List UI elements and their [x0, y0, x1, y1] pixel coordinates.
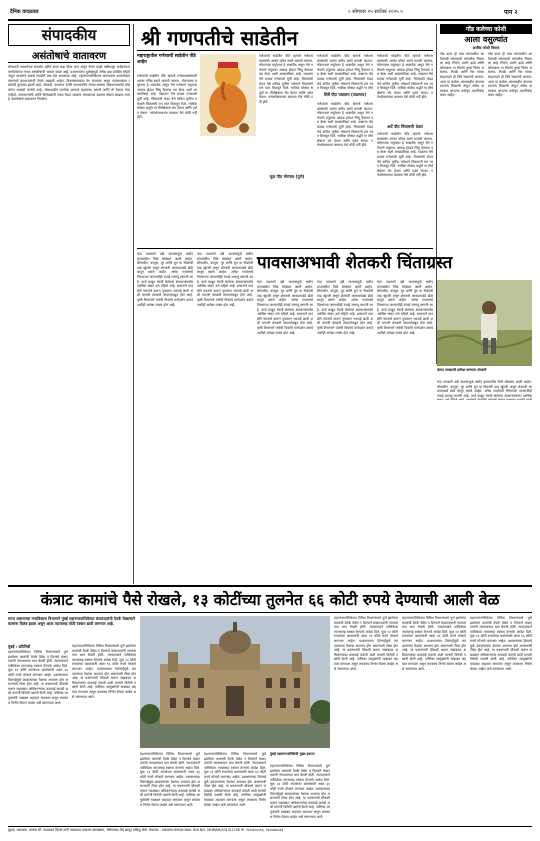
ganpati-body-col4b: गणेशाची साडेतीन पीठे म्हणजे गणेशभक्तांसाठी अत्यंत पवित्र स्थाने मानली जातात. मोरगावचा मयुरेश्वर हे आद्यपीठ असून येथे गणेशाने मयुरावर आरूढ होऊन सिंधू दैत्याचा वध केला अशी आख्यायिका आहे. पद्मालय येथे प्रवाळ गणेशाची मूर्ती आहे. चिंतामणी थेऊर येथे कपिल मुनींना गणेशाने चिंतामणी रत्न परत मिळवून दिले. भाविक मोठ्या श्रद्धेने या तीर्थक्षेत्रांना भेट देतात आणि दर्शन घेतात. गणेशोत्सवाच्या काळात येथे मोठी गर्दी होते.	[377, 132, 433, 178]
ganpati-headline: श्री गणपतीचे साडेतीन	[141, 26, 298, 50]
editorial-body: सोसायटी स्थापनेच्या संदर्भात प्रदीर्घ काळ लढा दिला जात असून गेल्या काही वर्षांपासून सर्वसामान्य नागरिकांच्या मनात असंतोषाची भावना वाढत आहे. प्रशासनाच्या दुर्लक्षामुळे अनेक प्रश्न प्रलंबित राहिले असून शासनाने याकडे तातडीने लक्ष देणे आवश्यक आहे. महानगरपालिकेच्या कारभारात पारदर्शकता नसल्याने कंत्राटदारांची देयके रखडली आहेत. विकासकामांचा वेग मंदावला असून पावसाळ्यात रस्त्यांची दुरवस्था झाली आहे. शेतकरी, कामगार आणि मध्यमवर्गीय यांच्या समस्या सोडवण्यासाठी ठोस धोरण आखणे गरजेचे आहे. लोकशाहीत जनतेचा आवाज महत्त्वाचा असतो आणि तो ऐकला गेला पाहिजे. सत्ताधाऱ्यांनी आणि विरोधकांनी एकत्र येऊन सामान्य माणसाच्या प्रश्नांवर तोडगा काढला तरच हे असंतोषाचे वातावरण निवळेल.	[8, 65, 130, 102]
masthead-strip	[8, 8, 532, 18]
sidebar-headline-bottom: आला वसुल्यांत	[464, 35, 508, 44]
contract-body-col8: महानगरपालिकेच्या विविध विभागांमध्ये पूर्ण झालेल्या कामांची देयके वेळेत न दिल्याने कंत्राटदारांनी न्यायालयात धाव घेतली होती. न्यायालयाने पालिकेला व्याजासह रक्कम देण्याचे आदेश दिले. मूळ १३ कोटी रुपयांच्या कामांसाठी आता ६६ कोटी रुपये मोजावे लागणार आहेत. प्रशासनाच्या दिरंगाईमुळे करदात्यांच्या पैशांचा अपव्यय होत असल्याची टीका होत आहे. या प्रकरणाची चौकशी करून जबाबदार अधिकाऱ्यांवर कारवाई करावी अशी मागणी विरोधी पक्षांनी केली आहे. पालिका आयुक्तांनी याबाबत अहवाल मागवला असून लवकरच निर्णय घेतला जाईल असे सांगण्यात आले.	[470, 616, 532, 671]
farmer-photo	[437, 280, 532, 366]
farmer-body-col2: यंदा पावसाने दडी मारल्यामुळे खरीप हंगामातील पिके धोक्यात आली आहेत. सोयाबीन, कापूस, तूर आणि मूग या पिकांची वाढ खुंटली असून शेतकरी आकाशाकडे डोळे लावून बसले आहेत. अनेक गावांमध्ये पिण्याच्या पाण्याचीही टंचाई जाणवू लागली आहे. कर्ज काढून पेरणी केलेल्या शेतकऱ्यांसमोर आर्थिक संकट उभे राहिले आहे. शासनाने तातडीने पंचनामे करून नुकसान भरपाई द्यावी अशी मागणी शेतकरी संघटनांकडून होत आहे. कृषी विभागाने पर्यायी पिकांचे मार्गदर्शन करावे अशीही अपेक्षा व्यक्त होत आहे.	[197, 252, 253, 307]
farmer-article	[137, 250, 532, 580]
ganpati-body-col4: गणेशाची साडेतीन पीठे म्हणजे गणेशभक्तांसाठी अत्यंत पवित्र स्थाने मानली जातात. मोरगावचा मयुरेश्वर हे आद्यपीठ असून येथे गणेशाने मयुरावर आरूढ होऊन सिंधू दैत्याचा वध केला अशी आख्यायिका आहे. पद्मालय येथे प्रवाळ गणेशाची मूर्ती आहे. चिंतामणी थेऊर येथे कपिल मुनींना गणेशाने चिंतामणी रत्न परत मिळवून दिले. भाविक मोठ्या श्रद्धेने या तीर्थक्षेत्रांना भेट देतात आणि दर्शन घेतात. गणेशोत्सवाच्या काळात येथे मोठी गर्दी होते.	[377, 54, 433, 100]
farmer-headline: पावसाअभावी शेतकरी चिंताग्रस्त	[257, 253, 453, 273]
contract-caption: मुंबई महानगरपालिकेची मुख्य इमारत	[270, 752, 315, 756]
editorial-column	[8, 24, 130, 584]
ganpati-body-col2: गणेशाची साडेतीन पीठे म्हणजे गणेशभक्तांसाठी अत्यंत पवित्र स्थाने मानली जातात. मोरगावचा मयुरेश्वर हे आद्यपीठ असून येथे गणेशाने मयुरावर आरूढ होऊन सिंधू दैत्याचा वध केला अशी आख्यायिका आहे. पद्मालय येथे प्रवाळ गणेशाची मूर्ती आहे. चिंतामणी थेऊर येथे कपिल मुनींना गणेशाने चिंतामणी रत्न परत मिळवून दिले. भाविक मोठ्या श्रद्धेने या तीर्थक्षेत्रांना भेट देतात आणि दर्शन घेतात. गणेशोत्सवाच्या काळात येथे मोठी गर्दी होते.	[259, 54, 313, 104]
editorial-divider	[8, 62, 130, 63]
contract-headline: कंत्राट कामांचे पैसे रोखले, १३ कोटींच्या तुलनेत ६६ कोटी रुपये देण्याची आली वेळ	[40, 591, 500, 609]
farmer-body-col1: यंदा पावसाने दडी मारल्यामुळे खरीप हंगामातील पिके धोक्यात आली आहेत. सोयाबीन, कापूस, तूर आणि मूग या पिकांची वाढ खुंटली असून शेतकरी आकाशाकडे डोळे लावून बसले आहेत. अनेक गावांमध्ये पिण्याच्या पाण्याचीही टंचाई जाणवू लागली आहे. कर्ज काढून पेरणी केलेल्या शेतकऱ्यांसमोर आर्थिक संकट उभे राहिले आहे. शासनाने तातडीने पंचनामे करून नुकसान भरपाई द्यावी अशी मागणी शेतकरी संघटनांकडून होत आहे. कृषी विभागाने पर्यायी पिकांचे मार्गदर्शन करावे अशीही अपेक्षा व्यक्त होत आहे.	[137, 252, 193, 307]
ganpati-section-b: मूळ पीठ मोरगाव (पुणे)	[269, 174, 305, 179]
contract-lead: राज्य शासनाच्या नगरविकास विभागाने मुंबई महानगरपालिकेच्या कंत्राटदारांची देयके रोखल्याने कामांना विलंब झाला असून आता व्याजासह मोठी रक्कम द्यावी लागणार आहे.	[8, 616, 136, 626]
date-line: ० सोमवार १५ सप्टेंबर २०२५ ०	[348, 9, 403, 15]
farmer-body-col5: यंदा पावसाने दडी मारल्यामुळे खरीप हंगामातील पिके धोक्यात आली आहेत. सोयाबीन, कापूस, तूर आणि मूग या पिकांची वाढ खुंटली असून शेतकरी आकाशाकडे डोळे लावून बसले आहेत. अनेक गावांमध्ये पिण्याच्या पाण्याचीही टंचाई जाणवू लागली आहे. कर्ज काढून पेरणी केलेल्या शेतकऱ्यांसमोर आर्थिक संकट उभे राहिले आहे. शासनाने तातडीने पंचनामे करून नुकसान भरपाई द्यावी अशी मागणी शेतकरी संघटनांकडून होत आहे. कृषी विभागाने पर्यायी पिकांचे मार्गदर्शन करावे अशीही अपेक्षा व्यक्त होत आहे.	[377, 280, 433, 335]
farmer-body-col3: यंदा पावसाने दडी मारल्यामुळे खरीप हंगामातील पिके धोक्यात आली आहेत. सोयाबीन, कापूस, तूर आणि मूग या पिकांची वाढ खुंटली असून शेतकरी आकाशाकडे डोळे लावून बसले आहेत. अनेक गावांमध्ये पिण्याच्या पाण्याचीही टंचाई जाणवू लागली आहे. कर्ज काढून पेरणी केलेल्या शेतकऱ्यांसमोर आर्थिक संकट उभे राहिले आहे. शासनाने तातडीने पंचनामे करून नुकसान भरपाई द्यावी अशी मागणी शेतकरी संघटनांकडून होत आहे. कृषी विभागाने पर्यायी पिकांचे मार्गदर्शन करावे अशीही अपेक्षा व्यक्त होत आहे.	[257, 280, 313, 335]
contract-body-col7: महानगरपालिकेच्या विविध विभागांमध्ये पूर्ण झालेल्या कामांची देयके वेळेत न दिल्याने कंत्राटदारांनी न्यायालयात धाव घेतली होती. न्यायालयाने पालिकेला व्याजासह रक्कम देण्याचे आदेश दिले. मूळ १३ कोटी रुपयांच्या कामांसाठी आता ६६ कोटी रुपये मोजावे लागणार आहेत. प्रशासनाच्या दिरंगाईमुळे करदात्यांच्या पैशांचा अपव्यय होत असल्याची टीका होत आहे. या प्रकरणाची चौकशी करून जबाबदार अधिकाऱ्यांवर कारवाई करावी अशी मागणी विरोधी पक्षांनी केली आहे. पालिका आयुक्तांनी याबाबत अहवाल मागवला असून लवकरच निर्णय घेतला जाईल असे सांगण्यात आले.	[402, 616, 466, 671]
ganpati-subhead: महाराष्ट्रातील गणेशाची साडेतीन पीठे आहेत	[137, 54, 196, 65]
contract-body-col2: महानगरपालिकेच्या विविध विभागांमध्ये पूर्ण झालेल्या कामांची देयके वेळेत न दिल्याने कंत्राटदारांनी न्यायालयात धाव घेतली होती. न्यायालयाने पालिकेला व्याजासह रक्कम देण्याचे आदेश दिले. मूळ १३ कोटी रुपयांच्या कामांसाठी आता ६६ कोटी रुपये मोजावे लागणार आहेत. प्रशासनाच्या दिरंगाईमुळे करदात्यांच्या पैशांचा अपव्यय होत असल्याची टीका होत आहे. या प्रकरणाची चौकशी करून जबाबदार अधिकाऱ्यांवर कारवाई करावी अशी मागणी विरोधी पक्षांनी केली आहे. पालिका आयुक्तांनी याबाबत अहवाल मागवला असून लवकरच निर्णय घेतला जाईल असे सांगण्यात आले.	[72, 644, 136, 699]
ganesha-illustration	[200, 54, 256, 136]
ganpati-body-col1: गणेशाची साडेतीन पीठे म्हणजे गणेशभक्तांसाठी अत्यंत पवित्र स्थाने मानली जातात. मोरगावचा मयुरेश्वर हे आद्यपीठ असून येथे गणेशाने मयुरावर आरूढ होऊन सिंधू दैत्याचा वध केला अशी आख्यायिका आहे. पद्मालय येथे प्रवाळ गणेशाची मूर्ती आहे. चिंतामणी थेऊर येथे कपिल मुनींना गणेशाने चिंतामणी रत्न परत मिळवून दिले. भाविक मोठ्या श्रद्धेने या तीर्थक्षेत्रांना भेट देतात आणि दर्शन घेतात. गणेशोत्सवाच्या काळात येथे मोठी गर्दी होते.	[137, 74, 197, 120]
contract-body-col6: महानगरपालिकेच्या विविध विभागांमध्ये पूर्ण झालेल्या कामांची देयके वेळेत न दिल्याने कंत्राटदारांनी न्यायालयात धाव घेतली होती. न्यायालयाने पालिकेला व्याजासह रक्कम देण्याचे आदेश दिले. मूळ १३ कोटी रुपयांच्या कामांसाठी आता ६६ कोटी रुपये मोजावे लागणार आहेत. प्रशासनाच्या दिरंगाईमुळे करदात्यांच्या पैशांचा अपव्यय होत असल्याची टीका होत आहे. या प्रकरणाची चौकशी करून जबाबदार अधिकाऱ्यांवर कारवाई करावी अशी मागणी विरोधी पक्षांनी केली आहे. पालिका आयुक्तांनी याबाबत अहवाल मागवला असून लवकरच निर्णय घेतला जाईल असे सांगण्यात आले.	[334, 616, 398, 671]
footer-imprint: मुद्रक, प्रकाशक, मालक सौ. वादळवत प्रिंटर्स यांनी वादळवत प्रकाशन छापखाना, औरंगाबाद येथे छापून प्रसिद्ध केले. संपादक : वादळवत संपादक मंडळ. RNI NO. MHMAR/2014/1156 मो. ९४२३७०५०६६, ९४०४४७४४६३	[8, 828, 284, 832]
farmer-body-col4: यंदा पावसाने दडी मारल्यामुळे खरीप हंगामातील पिके धोक्यात आली आहेत. सोयाबीन, कापूस, तूर आणि मूग या पिकांची वाढ खुंटली असून शेतकरी आकाशाकडे डोळे लावून बसले आहेत. अनेक गावांमध्ये पिण्याच्या पाण्याचीही टंचाई जाणवू लागली आहे. कर्ज काढून पेरणी केलेल्या शेतकऱ्यांसमोर आर्थिक संकट उभे राहिले आहे. शासनाने तातडीने पंचनामे करून नुकसान भरपाई द्यावी अशी मागणी शेतकरी संघटनांकडून होत आहे. कृषी विभागाने पर्यायी पिकांचे मार्गदर्शन करावे अशीही अपेक्षा व्यक्त होत आहे.	[317, 280, 373, 335]
page-label: पान २	[504, 9, 518, 16]
ganpati-headline-rule	[137, 50, 433, 51]
municipal-building-photo	[140, 616, 330, 748]
editorial-headline: असंतोषाचे वातावरण	[31, 51, 107, 62]
sidebar-body: गोंड कला ही मध्य भारतातील आदिवासी समाजाची पारंपरिक चित्रकला आहे. निसर्ग, प्राणी, झाडे आणि लोककथा या चित्रांचे मुख्य विषय असतात. ठिपके आणि रेषा यांच्या साहाय्याने ही चित्रे रेखाटली जातात. आज या कलेला आंतरराष्ट्रीय स्तरावर मान्यता मिळाली असून अनेक कलाकार आपल्या कलेतून उदरनिर्वाह करत आहेत.	[440, 52, 484, 98]
contract-body-col1: महानगरपालिकेच्या विविध विभागांमध्ये पूर्ण झालेल्या कामांची देयके वेळेत न दिल्याने कंत्राटदारांनी न्यायालयात धाव घेतली होती. न्यायालयाने पालिकेला व्याजासह रक्कम देण्याचे आदेश दिले. मूळ १३ कोटी रुपयांच्या कामांसाठी आता ६६ कोटी रुपये मोजावे लागणार आहेत. प्रशासनाच्या दिरंगाईमुळे करदात्यांच्या पैशांचा अपव्यय होत असल्याची टीका होत आहे. या प्रकरणाची चौकशी करून जबाबदार अधिकाऱ्यांवर कारवाई करावी अशी मागणी विरोधी पक्षांनी केली आहे. पालिका आयुक्तांनी याबाबत अहवाल मागवला असून लवकरच निर्णय घेतला जाईल असे सांगण्यात आले.	[8, 650, 68, 705]
editorial-title-box	[8, 24, 130, 46]
ganpati-body-col3: गणेशाची साडेतीन पीठे म्हणजे गणेशभक्तांसाठी अत्यंत पवित्र स्थाने मानली जातात. मोरगावचा मयुरेश्वर हे आद्यपीठ असून येथे गणेशाने मयुरावर आरूढ होऊन सिंधू दैत्याचा वध केला अशी आख्यायिका आहे. पद्मालय येथे प्रवाळ गणेशाची मूर्ती आहे. चिंतामणी थेऊर येथे कपिल मुनींना गणेशाने चिंतामणी रत्न परत मिळवून दिले. भाविक मोठ्या श्रद्धेने या तीर्थ	[317, 54, 373, 90]
farmer-caption: शेतात पावसाची प्रतीक्षा करणारा शेतकरी	[437, 368, 487, 372]
paper-name: दैनिक वादळवत	[10, 9, 39, 15]
contract-dateline: मुंबई : प्रतिनिधी	[8, 644, 31, 649]
contract-body-col3: महानगरपालिकेच्या विविध विभागांमध्ये पूर्ण झालेल्या कामांची देयके वेळेत न दिल्याने कंत्राटदारांनी न्यायालयात धाव घेतली होती. न्यायालयाने पालिकेला व्याजासह रक्कम देण्याचे आदेश दिले. मूळ १३ कोटी रुपयांच्या कामांसाठी आता ६६ कोटी रुपये मोजावे लागणार आहेत. प्रशासनाच्या दिरंगाईमुळे करदात्यांच्या पैशांचा अपव्यय होत असल्याची टीका होत आहे. या प्रकरणाची चौकशी करून जबाबदार अधिकाऱ्यांवर कारवाई करावी अशी मागणी विरोधी पक्षांनी केली आहे. पालिका आयुक्तांनी याबाबत अहवाल मागवला असून लवकरच निर्णय घेतला जाईल असे सांगण्यात आले.	[140, 752, 200, 807]
contract-body-col5: महानगरपालिकेच्या विविध विभागांमध्ये पूर्ण झालेल्या कामांची देयके वेळेत न दिल्याने कंत्राटदारांनी न्यायालयात धाव घेतली होती. न्यायालयाने पालिकेला व्याजासह रक्कम देण्याचे आदेश दिले. मूळ १३ कोटी रुपयांच्या कामांसाठी आता ६६ कोटी रुपये मोजावे लागणार आहेत. प्रशासनाच्या दिरंगाईमुळे करदात्यांच्या पैशांचा अपव्यय होत असल्याची टीका होत आहे. या प्रकरणाची चौकशी करून जबाबदार अधिकाऱ्यांवर कारवाई करावी अशी मागणी विरोधी पक्षांनी केली आहे. पालिका आयुक्तांनी याबाबत अहवाल मागवला असून लवकरच निर्णय घेतला जाईल असे सांगण्यात आले.	[270, 764, 330, 819]
farmer-body-col6: यंदा पावसाने दडी मारल्यामुळे खरीप हंगामातील पिके धोक्यात आली आहेत. सोयाबीन, कापूस, तूर आणि मूग या पिकांची वाढ खुंटली असून शेतकरी आकाशाकडे डोळे लावून बसले आहेत. अनेक गावांमध्ये पिण्याच्या पाण्याचीही टंचाई जाणवू लागली आहे. कर्ज काढून पेरणी केलेल्या शेतकऱ्यांसमोर आर्थिक	[437, 380, 532, 398]
contract-top-rule	[8, 585, 532, 587]
ganpati-section-a: शिर्षे पीठ पद्मालय (जळगाव)	[323, 92, 367, 97]
contract-body-col4: महानगरपालिकेच्या विविध विभागांमध्ये पूर्ण झालेल्या कामांची देयके वेळेत न दिल्याने कंत्राटदारांनी न्यायालयात धाव घेतली होती. न्यायालयाने पालिकेला व्याजासह रक्कम देण्याचे आदेश दिले. मूळ १३ कोटी रुपयांच्या कामांसाठी आता ६६ कोटी रुपये मोजावे लागणार आहेत. प्रशासनाच्या दिरंगाईमुळे करदात्यांच्या पैशांचा अपव्यय होत असल्याची टीका होत आहे. या प्रकरणाची चौकशी करून जबाबदार अधिकाऱ्यांवर कारवाई करावी अशी मागणी विरोधी पक्षांनी केली आहे. पालिका आयुक्तांनी याबाबत अहवाल मागवला असून लवकरच निर्णय घेतला जाईल असे सांगण्यात आले.	[204, 752, 266, 807]
sidebar-headline-top: गोंड कलेच्या कोशी	[440, 24, 532, 34]
sidebar-byline: अरविंद जोशी विमला	[472, 46, 500, 50]
editorial-section-title: संपादकीय	[41, 26, 97, 44]
footer-rule	[8, 826, 532, 827]
sidebar-body-col2: गोंड कला ही मध्य भारतातील आदिवासी समाजाची पारंपरिक चित्रकला आहे. निसर्ग, प्राणी, झाडे आणि लोककथा या चित्रांचे मुख्य विषय असतात. ठिपके आणि रेषा यांच्या साहाय्याने ही चित्रे रेखाटली जातात. आज या कलेला आंतरराष्ट्रीय स्तरावर मान्यता मिळाली असून अनेक कलाकार आपल्या कलेतून उदरनिर्वाह करत आहेत.	[488, 52, 532, 98]
header-rule	[8, 19, 532, 21]
ganpati-body-col3b: गणेशाची साडेतीन पीठे म्हणजे गणेशभक्तांसाठी अत्यंत पवित्र स्थाने मानली जातात. मोरगावचा मयुरेश्वर हे आद्यपीठ असून येथे गणेशाने मयुरावर आरूढ होऊन सिंधू दैत्याचा वध केला अशी आख्यायिका आहे. पद्मालय येथे प्रवाळ गणेशाची मूर्ती आहे. चिंतामणी थेऊर येथे कपिल मुनींना गणेशाने चिंतामणी रत्न परत मिळवून दिले. भाविक मोठ्या श्रद्धेने या तीर्थक्षेत्रांना भेट देतात आणि दर्शन घेतात. गणेशोत्सवाच्या काळात येथे मोठी गर्दी होते.	[317, 102, 373, 148]
column-divider-1	[133, 24, 134, 584]
contract-headline-rule	[8, 612, 532, 613]
ganpati-article	[137, 24, 433, 244]
contract-article	[8, 616, 532, 824]
farmer-top-rule	[137, 248, 433, 249]
ganpati-section-c: अर्धे पीठ चिंतामणी थेऊर	[387, 124, 423, 129]
